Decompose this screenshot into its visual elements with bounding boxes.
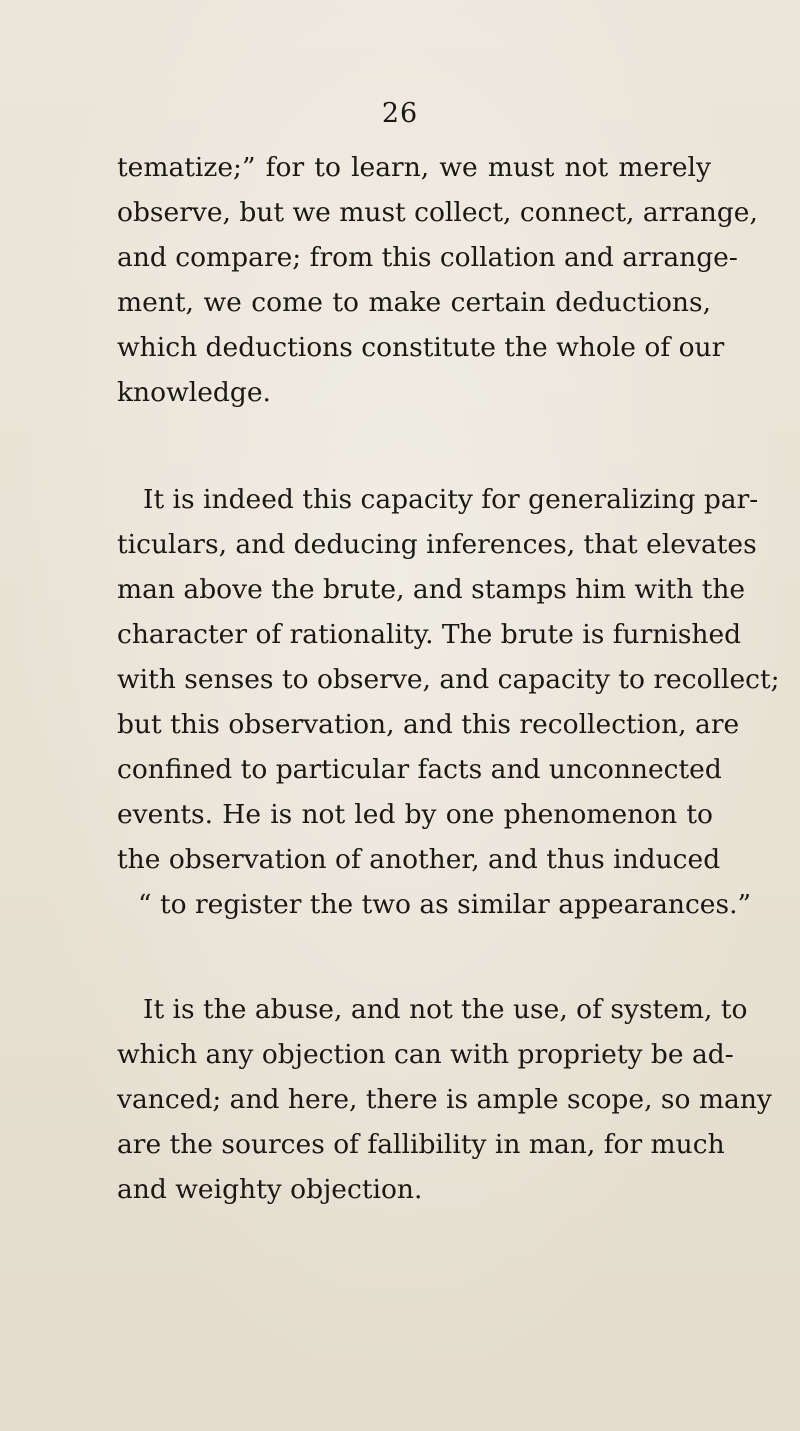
text-line: the observation of another, and thus induced xyxy=(117,844,721,875)
text-line: knowledge. xyxy=(117,377,271,408)
text-line: man above the brute, and stamps him with the xyxy=(117,574,746,605)
text-line: with senses to observe, and capacity to recollect; xyxy=(117,664,780,695)
text-line: and compare; from this collation and arrange- xyxy=(117,242,738,273)
text-line: ment, we come to make certain deductions, xyxy=(117,287,711,318)
text-line: ticulars, and deducing inferences, that elevates xyxy=(117,529,757,560)
text-line: events. He is not led by one phenomenon to xyxy=(117,799,713,830)
page-number: 26 xyxy=(381,98,419,129)
text-line: but this observation, and this recollection, are xyxy=(117,709,740,740)
text-line: vanced; and here, there is ample scope, so many xyxy=(117,1084,772,1115)
text-line: are the sources of fallibility in man, for much xyxy=(117,1129,725,1160)
text-line: It is the abuse, and not the use, of system, to xyxy=(143,994,748,1025)
text-line: which any objection can with propriety be ad- xyxy=(117,1039,734,1070)
text-line: which deductions constitute the whole of our xyxy=(117,332,725,363)
text-line: “ to register the two as similar appearances.” xyxy=(138,889,752,920)
text-line: and weighty objection. xyxy=(117,1174,423,1205)
text-line: confined to particular facts and unconnected xyxy=(117,754,722,785)
text-line: character of rationality. The brute is furnished xyxy=(117,619,742,650)
text-line: It is indeed this capacity for generalizing par- xyxy=(143,484,759,515)
text-line: tematize;” for to learn, we must not merely xyxy=(117,152,711,183)
text-line: observe, but we must collect, connect, arrange, xyxy=(117,197,758,228)
